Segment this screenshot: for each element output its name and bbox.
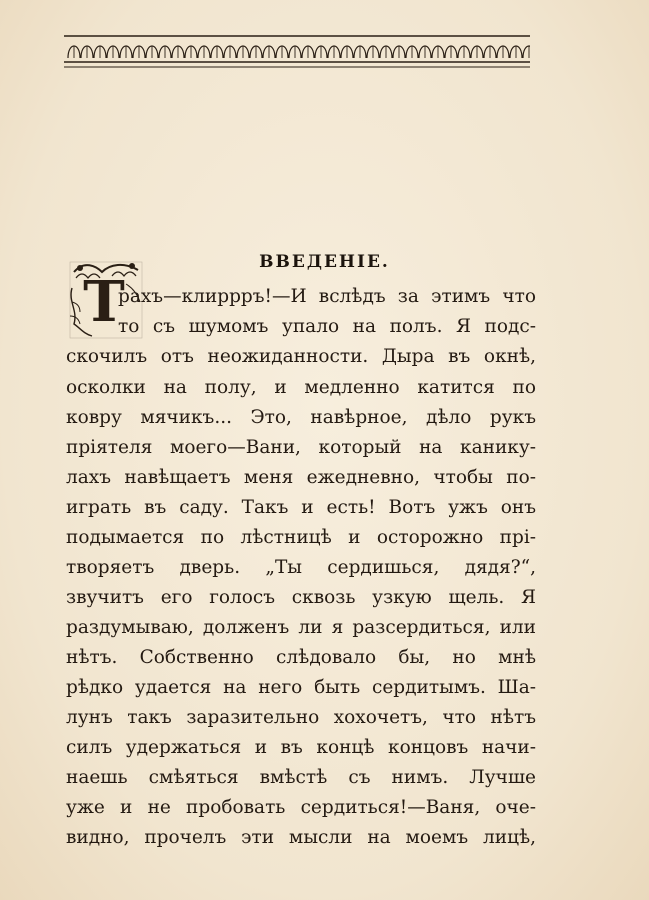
text-line: раздумываю, долженъ ли я разсердиться, или [66,617,536,638]
text-line: видно, прочелъ эти мысли на моемъ лицѣ, [66,827,536,848]
chapter-title: ВВЕДЕНІЕ. [259,252,390,272]
text-line: лахъ навѣщаетъ меня ежедневно, чтобы по- [66,467,536,488]
dropcap-letter: Т [83,269,125,335]
text-line: осколки на полу, и медленно катится по [66,377,536,398]
text-line: то съ шумомъ упало на полъ. Я подс- [118,316,536,337]
text-line: рахъ—клиррръ!—И вслѣдъ за этимъ что [118,286,536,307]
text-line: пріятеля моего—Вани, который на канику- [66,437,536,458]
text-line: скочилъ отъ неожиданности. Дыра въ окнѣ, [66,346,536,367]
text-line: уже и не пробовать сердиться!—Ваня, оче- [66,797,536,818]
text-line: силъ удержаться и въ концѣ концовъ начи- [66,737,536,758]
text-line: рѣдко удается на него быть сердитымъ. Ша- [66,677,536,698]
leaf-arch-border-ornament-icon [64,34,530,70]
text-line: звучитъ его голосъ сквозь узкую щель. Я [66,587,536,608]
text-line: подымается по лѣстницѣ и осторожно прі- [66,527,536,548]
text-line: наешь смѣяться вмѣстѣ съ нимъ. Лучше [66,767,536,788]
text-line: играть въ саду. Такъ и есть! Вотъ ужъ онъ [66,497,536,518]
text-line: нѣтъ. Собственно слѣдовало бы, но мнѣ [66,647,536,668]
text-line: ковру мячикъ... Это, навѣрное, дѣло рукъ [66,407,536,428]
text-line: лунъ такъ заразительно хохочетъ, что нѣтъ [66,707,536,728]
text-line: творяетъ дверь. „Ты сердишься, дядя?“, [66,557,536,578]
